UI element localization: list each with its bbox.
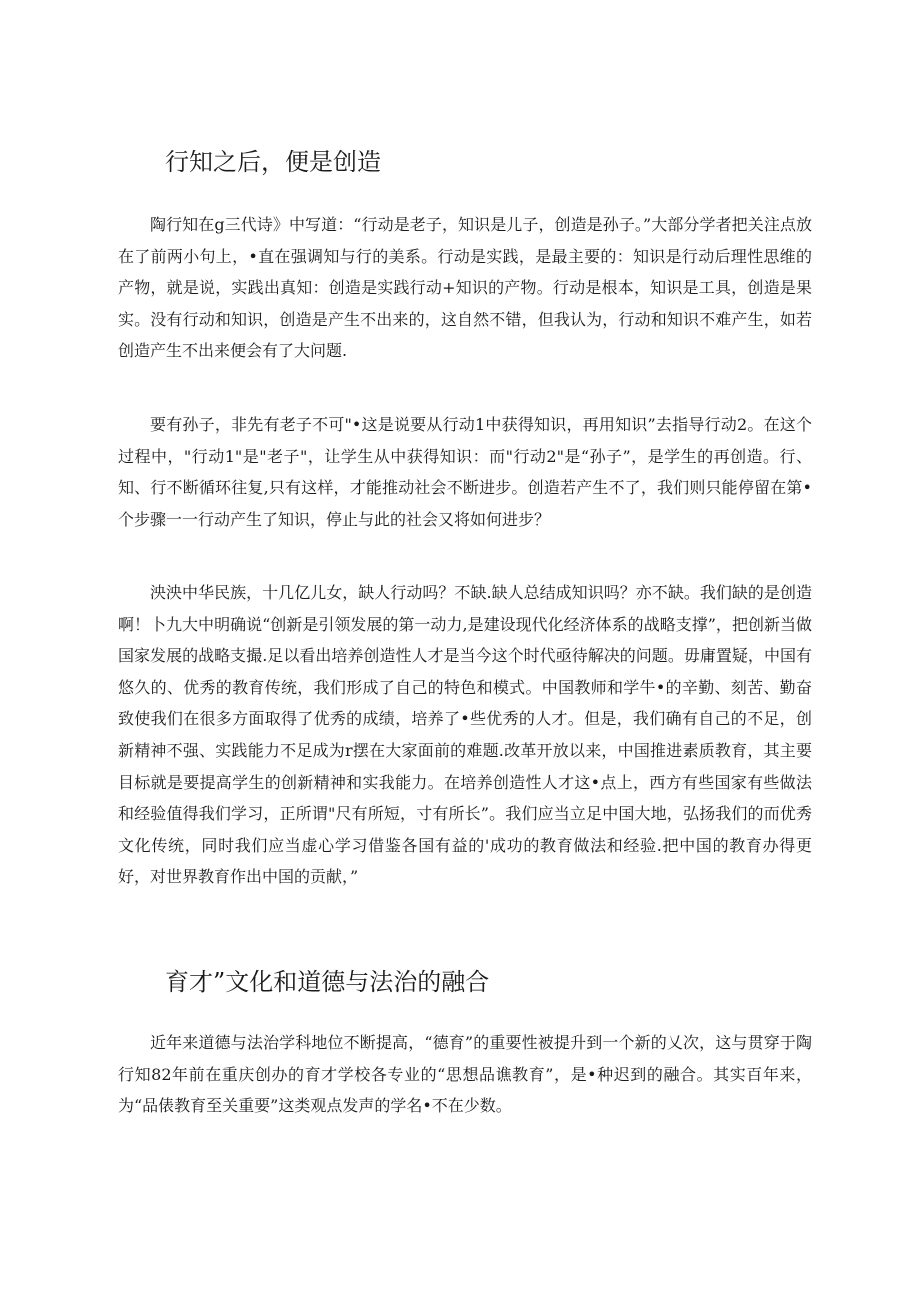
section-1-paragraph-1: 陶行知在g三代诗》中写道：“行动是老子，知识是儿子，创造是孙子。”大部分学者把关注点放在了前两小句上，•直在强调知与行的美系。行动是实践，是最主要的：知识是行动后理性思维的产物，就是说，实践出真知：创造是实践行动+知识的产物。行动是根本，知识是工具，创造是果实。没有行动和知识，创造是产生不出来的，这自然不错，但我认为，行动和知识不难产生，如若创造产生不出来便会有了大问题. [118,215,812,361]
section-1-paragraph-3: 泱泱中华民族，十几亿儿女，缺人行动吗？不缺.缺人总结成知识吗？亦不缺。我们缺的是创造啊！卜九大中明确说“创新是引领发展的第一动力,是建设现代化经济体系的战略支撑”，把创新当做国家发展的战略支撮.足以看出培养创造性人才是当今这个时代亟待解决的问题。毋庸置疑，中国有悠久的、优秀的教育传统，我们形成了自己的特色和模式。中国教师和学牛•的辛勤、刻苦、勤奋致使我们在很多方面取得了优秀的成绩，培养了•些优秀的人才。但是，我们确有自己的不足，创新精神不强、实践能力不足成为r摆在大家面前的难题.改革开放以来，中国推进素质教育，其主要目标就是要提高学生的创新精神和实我能力。在培养创造性人才这•点上，西方有些国家有些做法和经验值得我们学习，正所谓"尺有所短，寸有所长”。我们应当立足中国大地，弘扬我们的而优秀文化传统，同时我们应当虚心学习借鉴各国有益的'成功的教育做法和经验.把中国的教育办得更好，对世界教育作出中国的贡献，” [118,583,812,887]
section-heading-2: 育才”文化和道德与法治的融合 [165,968,490,996]
section-2-paragraph-1: 近年来道德与法治学科地位不断提高，“德育”的重要性被提升到一个新的乂次，这与贯穿于陶行知82年前在重庆创办的育才学校各专业的“思想品谯教育”，是•种迟到的融合。其实百年来，为“品俵教育至关重要”这类观点发声的学名•不在少数。 [118,1033,812,1116]
section-1-paragraph-2: 要有孙子，非先有老子不可"•这是说要从行动1中获得知识，再用知识”去指导行动2。在这个过程中，"行动1"是"老子"，让学生从中获得知识：而"行动2"是“孙子”，是学生的再创造。行、知、行不断循环往复,只有这样，才能推动社会不断进步。创造若产生不了，我们则只能停留在第•个步骤一一行动产生了知识，停止与此的社会又将如何进步？ [118,415,812,529]
section-heading-1: 行知之后，便是创造 [165,148,381,176]
